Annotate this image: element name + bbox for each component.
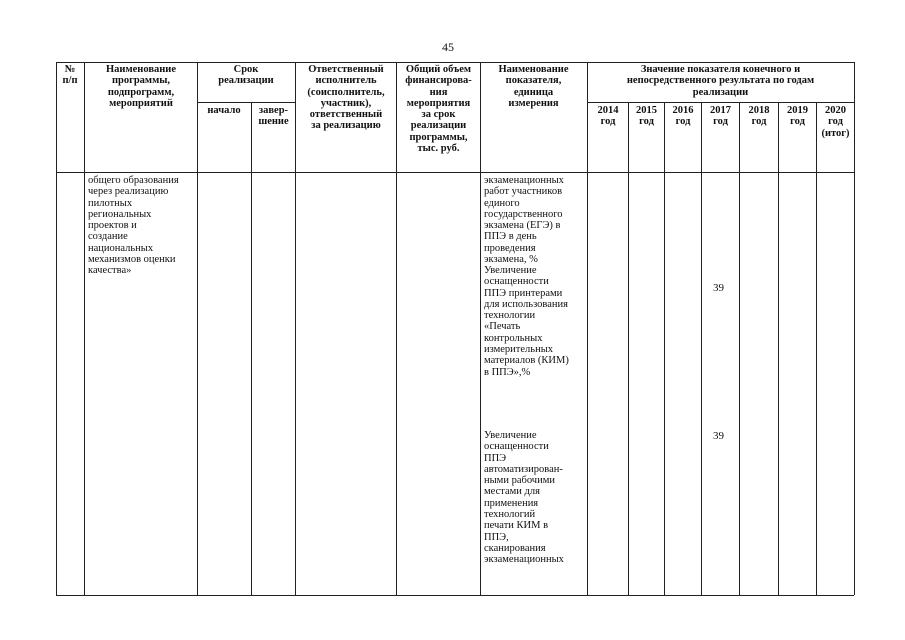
- table-border-right: [854, 62, 855, 595]
- col-divider: [84, 62, 85, 595]
- col-divider: [480, 62, 481, 595]
- indicator-text-2: Увеличение оснащенности ППЭ принтерами для использования технологии «Печать контрольных измерительных материалов (КИМ) в ППЭ»,%: [484, 265, 569, 378]
- header-bottom-border: [56, 172, 854, 173]
- col-divider: [816, 102, 817, 595]
- table-border-top: [56, 62, 854, 63]
- header-year-2017: 2017 год: [710, 105, 731, 128]
- header-year-2020: 2020 год (итог): [821, 105, 850, 139]
- header-term-end: завер- шение: [258, 105, 289, 128]
- table-border-bottom: [56, 595, 854, 596]
- header-indicator: Наименование показателя, единица измерения: [498, 64, 569, 109]
- program-name-text: общего образования через реализацию пилотных региональных проектов и создание национальных механизмов оценки качества»: [88, 175, 179, 277]
- header-year-2019: 2019 год: [787, 105, 808, 128]
- col-divider: [628, 102, 629, 595]
- header-year-2016: 2016 год: [672, 105, 694, 128]
- indicator-text-1: экзаменационных работ участников единого государственного экзамена (ЕГЭ) в ППЭ в день проведения экзамена, %: [484, 175, 564, 266]
- header-year-2018: 2018 год: [748, 105, 770, 128]
- header-term: Срок реализации: [218, 64, 274, 87]
- row-divider: [587, 102, 854, 103]
- page-number: 45: [442, 40, 454, 54]
- header-year-2015: 2015 год: [636, 105, 657, 128]
- header-term-start: начало: [207, 105, 241, 116]
- col-divider: [739, 102, 740, 595]
- table-border-left: [56, 62, 57, 595]
- col-divider: [295, 62, 296, 595]
- row-divider: [197, 102, 295, 103]
- header-responsible: Ответственный исполнитель (соисполнитель, участник), ответственный за реализацию: [307, 64, 385, 132]
- header-year-2014: 2014 год: [597, 105, 619, 128]
- header-funding: Общий объем финансирова- ния мероприятия за срок реализации программы, тыс. руб.: [405, 64, 472, 155]
- indicator-text-3: Увеличение оснащенности ППЭ автоматизирован- ными рабочими местами для применения технологий печати КИМ в ППЭ, сканирования экзаменационных: [484, 430, 564, 566]
- col-divider: [197, 62, 198, 595]
- header-values-title: Значение показателя конечного и непосредственного результата по годам реализации: [626, 64, 815, 98]
- col-divider: [664, 102, 665, 595]
- indicator-2-value-2017: 39: [713, 282, 724, 294]
- header-number: № п/п: [62, 64, 78, 87]
- col-divider: [701, 102, 702, 595]
- header-name: Наименование программы, подпрограмм, мероприятий: [106, 64, 176, 109]
- program-table: [56, 62, 854, 595]
- col-divider: [587, 62, 588, 595]
- col-divider: [778, 102, 779, 595]
- indicator-3-value-2017: 39: [713, 430, 724, 442]
- col-divider: [251, 102, 252, 595]
